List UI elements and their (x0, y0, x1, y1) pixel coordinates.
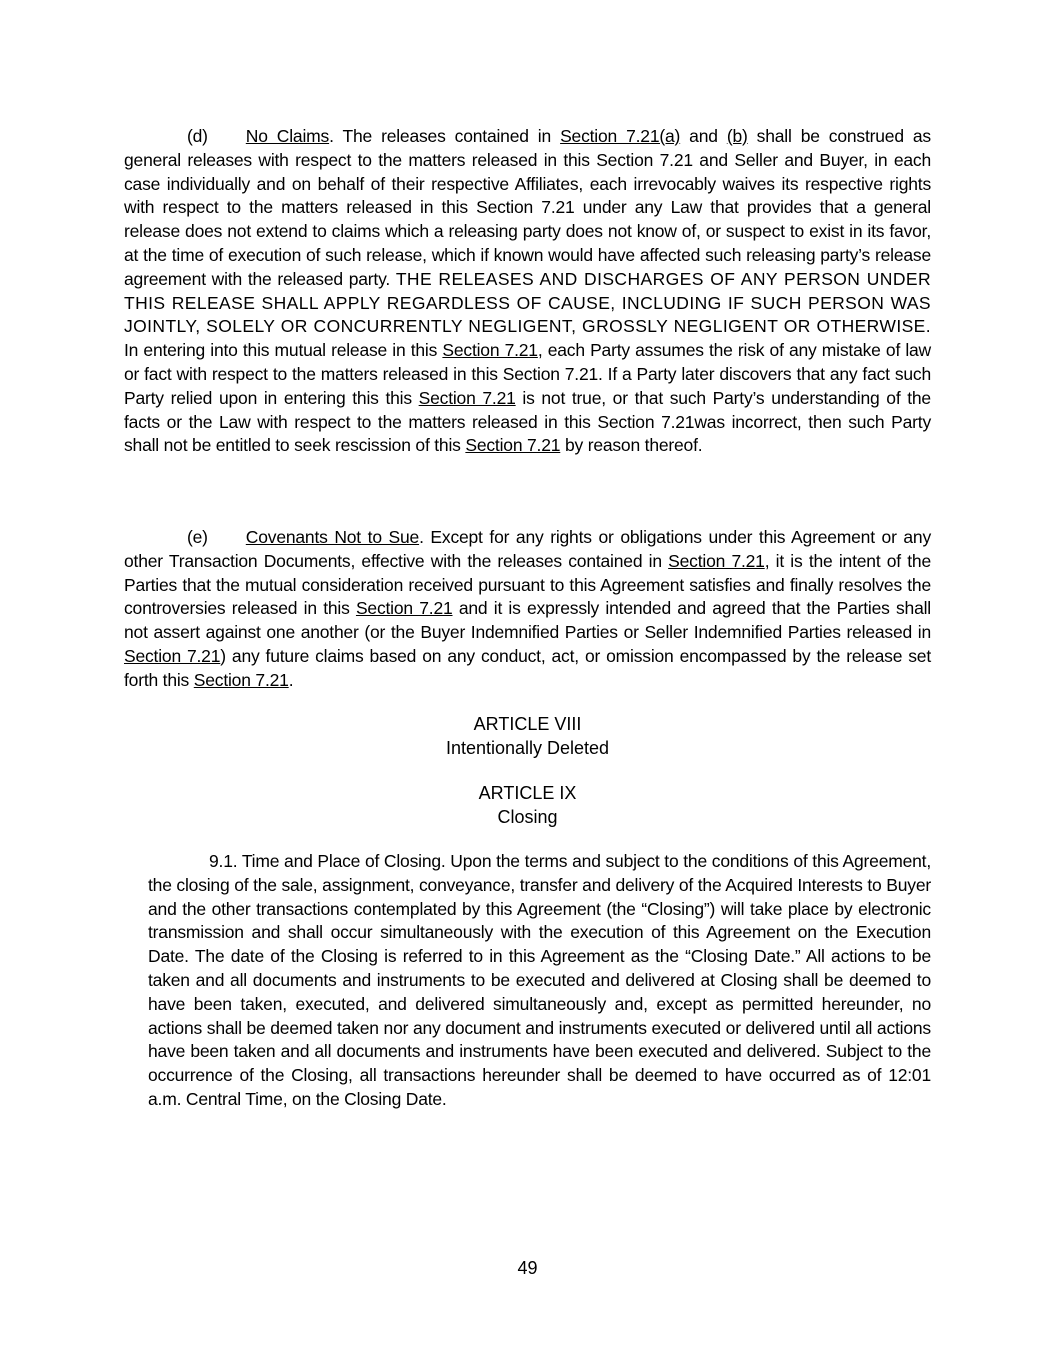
section-heading: No Claims (245, 126, 330, 146)
body-text: In entering into this mutual release in this (124, 340, 443, 361)
body-text: . Except for any rights or obligations under this Agreement or any other Transaction Documents, effective with the releases contained in (124, 527, 931, 571)
body-text: shall be construed as general releases with respect to the matters released in this Section 7.21 and Seller and Buyer, in each case individually and on behalf of their respective Affiliates, each irrevocably waives its respective rights with respect to the matters released in this Section 7.21 under any Law that provides that a general release does not extend to claims which a releasing party does not know of, or suspect to exist in its favor, at the time of execution of such release, which if known would have affected such releasing party’s release agreement with the released party. (124, 126, 931, 289)
section-reference: Section 7.21 (465, 435, 561, 456)
paragraph-d-no-claims (124, 125, 931, 458)
section-reference: (b) (726, 126, 748, 146)
body-text: . The releases contained in (329, 126, 561, 146)
page-number: 49 (517, 1258, 538, 1278)
article-9-title: ARTICLE IX (478, 783, 577, 803)
section-reference: Section 7.21(a) (560, 126, 681, 146)
paragraph-9-1-time-and-place-of-closing (148, 850, 931, 1112)
section-reference: Section 7.21 (193, 669, 289, 690)
body-text: and (680, 126, 727, 146)
body-text: and it is expressly intended and agreed that the Parties shall not assert against one another (or the Buyer Indemnified Parties or Seller Indemnified Parties released in (124, 598, 931, 643)
body-text: is not true, or that such Party’s understanding of the facts or the Law with respect to the matters released in this Section 7.21was incorrect, then such Party shall not be entitled to seek rescission of this (124, 387, 931, 456)
section-marker: (e) (187, 527, 208, 547)
body-text: 9.1. Time and Place of Closing. Upon the terms and subject to the conditions of this Agreement, the closing of the sale, assignment, conveyance, transfer and delivery of the Acquired Interests to Buyer and the other transactions contemplated by this Agreement (the “Closing”) will take place by electronic transmission and shall occur simultaneously with the execution of this Agreement on the Execution Date. The date of the Closing is referred to in this Agreement as the “Closing Date.” All actions to be taken and all documents and instruments to be executed and delivered at Closing shall be deemed to have been taken, executed, and delivered simultaneously and, except as permitted hereunder, no actions shall be deemed taken nor any document and instruments executed or delivered until all actions have been taken and all documents and instruments have been executed and delivered. Subject to the occurrence of the Closing, all transactions hereunder shall be deemed to have occurred as of 12:01 a.m. Central Time, on the Closing Date. (148, 851, 931, 1109)
body-text: . (288, 669, 294, 690)
section-heading: Covenants Not to Sue (245, 527, 420, 547)
body-text: ) any future claims based on any conduct, act, or omission encompassed by the release set forth this (124, 645, 931, 690)
paragraph-e-covenants-not-to-sue (124, 526, 931, 693)
body-text: , it is the intent of the Parties that the mutual consideration received pursuant to this Agreement satisfies and finally resolves the controversies released in this (124, 550, 931, 619)
section-reference: Section 7.21 (418, 387, 516, 408)
section-reference: Section 7.21 (668, 550, 765, 571)
article-8-title: ARTICLE VIII (473, 714, 582, 734)
article-8-subtitle: Intentionally Deleted (445, 738, 610, 758)
body-text: , each Party assumes the risk of any mistake of law or fact with respect to the matters released in this Section 7.21. If a Party later discovers that any fact such Party relied upon in entering this this (124, 340, 931, 408)
body-text: by reason thereof. (560, 435, 703, 456)
section-reference: Section 7.21 (124, 645, 221, 666)
section-marker: (d) (187, 126, 208, 146)
conspicuous-caps-text: THE RELEASES AND DISCHARGES OF ANY PERSON UNDER THIS RELEASE SHALL APPLY REGARDLESS OF CAUSE, INCLUDING IF SUCH PERSON WAS JOINTLY, SOLELY OR CONCURRENTLY NEGLIGENT, GROSSLY NEGLIGENT OR OTHERWISE. (124, 268, 931, 337)
section-reference: Section 7.21 (442, 340, 538, 361)
article-9-subtitle: Closing (497, 807, 558, 827)
section-reference: Section 7.21 (355, 598, 453, 619)
